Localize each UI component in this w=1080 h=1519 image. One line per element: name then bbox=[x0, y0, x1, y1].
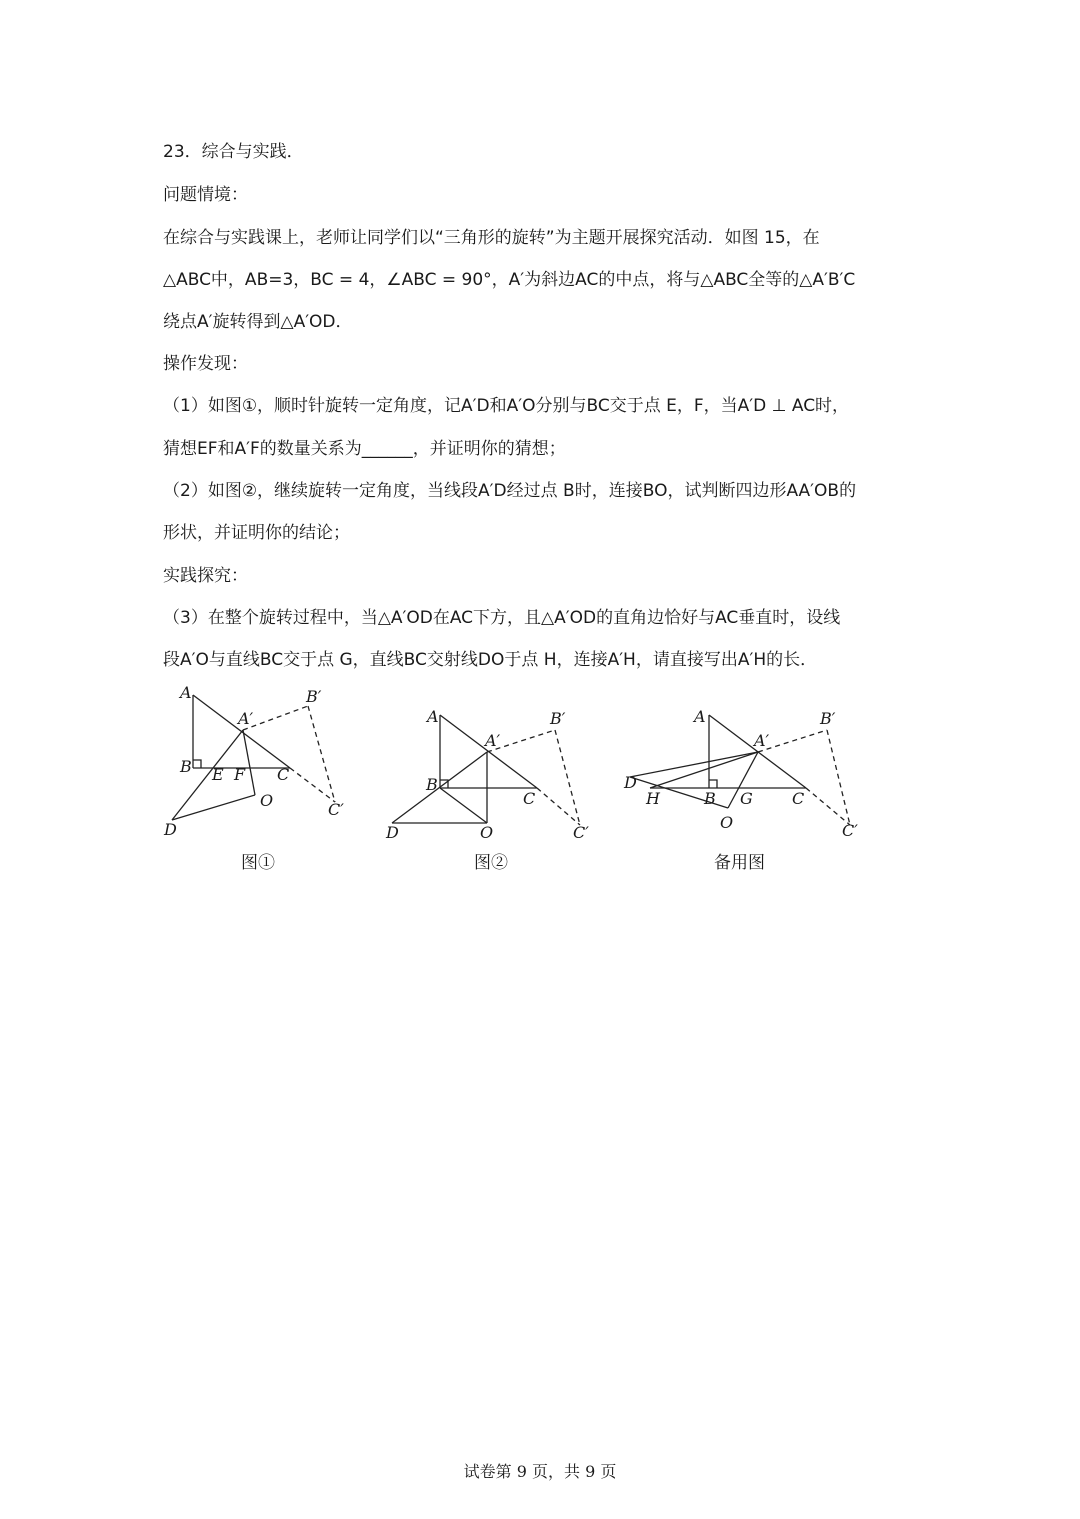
label-E: E bbox=[212, 765, 224, 784]
intro-line-1: 在综合与实践课上，老师让同学们以“三角形的旋转”为主题开展探究活动．如图 15，在 bbox=[163, 228, 820, 248]
part3-line-2: 段A′O与直线BC交于点 G，直线BC交射线DO于点 H，连接A′H，请直接写出A′H的长． bbox=[163, 650, 818, 670]
label-F: F bbox=[234, 765, 246, 784]
figure-spare bbox=[620, 680, 870, 845]
figure-1 bbox=[160, 680, 360, 845]
figure-2 bbox=[380, 680, 610, 845]
label-C-prime: C′ bbox=[842, 821, 858, 840]
label-B: B bbox=[704, 789, 716, 808]
intro-line-3: 绕点A′旋转得到△A′OD． bbox=[163, 312, 353, 332]
label-B: B bbox=[180, 757, 192, 776]
label-H: H bbox=[646, 789, 660, 808]
intro-line-2: △ABC中，AB=3，BC = 4，∠ABC = 90°，A′为斜边AC的中点，将与△ABC全等的△A′B′C bbox=[163, 270, 856, 290]
figure-spare-diagram bbox=[620, 680, 870, 845]
figure-2-diagram bbox=[380, 680, 610, 845]
label-A-prime: A′ bbox=[754, 731, 770, 750]
label-A: A bbox=[694, 707, 706, 726]
label-A: A bbox=[427, 707, 439, 726]
section-operation: 操作发现： bbox=[163, 354, 248, 374]
label-C: C bbox=[523, 789, 536, 808]
part2-line-2: 形状，并证明你的结论； bbox=[163, 523, 350, 543]
figure-1-diagram bbox=[160, 680, 360, 845]
part1-line-2: 猜想EF和A′F的数量关系为______，并证明你的猜想； bbox=[163, 439, 566, 459]
label-B-prime: B′ bbox=[820, 709, 836, 728]
label-C: C bbox=[792, 789, 805, 808]
label-C: C bbox=[277, 765, 290, 784]
label-B-prime: B′ bbox=[550, 709, 566, 728]
label-O: O bbox=[260, 791, 274, 810]
label-A-prime: A′ bbox=[485, 731, 501, 750]
section-practice: 实践探究： bbox=[163, 566, 248, 586]
label-A: A bbox=[180, 683, 192, 702]
figure-spare-caption: 备用图 bbox=[714, 853, 765, 873]
label-O: O bbox=[480, 823, 494, 842]
page-footer: 试卷第 9 页，共 9 页 bbox=[463, 1462, 617, 1481]
label-G: G bbox=[740, 789, 753, 808]
part3-line-1: （3）在整个旋转过程中，当△A′OD在AC下方，且△A′OD的直角边恰好与AC垂直时，设线 bbox=[163, 608, 841, 628]
section-problem-context: 问题情境： bbox=[163, 185, 248, 205]
label-D: D bbox=[624, 773, 637, 792]
part1-line-1: （1）如图①，顺时针旋转一定角度，记A′D和A′O分别与BC交于点 E，F，当A′D ⊥ AC时， bbox=[163, 396, 850, 416]
question-header: 23．综合与实践． bbox=[163, 142, 304, 162]
figure-2-caption: 图② bbox=[474, 853, 508, 873]
label-B: B bbox=[426, 775, 438, 794]
label-A-prime: A′ bbox=[238, 709, 254, 728]
label-O: O bbox=[720, 813, 734, 832]
figure-1-caption: 图① bbox=[241, 853, 275, 873]
part2-line-1: （2）如图②，继续旋转一定角度，当线段A′D经过点 B时，连接BO，试判断四边形AA′OB的 bbox=[163, 481, 857, 501]
label-D: D bbox=[386, 823, 399, 842]
label-B-prime: B′ bbox=[306, 687, 322, 706]
label-C-prime: C′ bbox=[573, 823, 589, 842]
label-D: D bbox=[164, 820, 177, 839]
label-C-prime: C′ bbox=[328, 800, 344, 819]
